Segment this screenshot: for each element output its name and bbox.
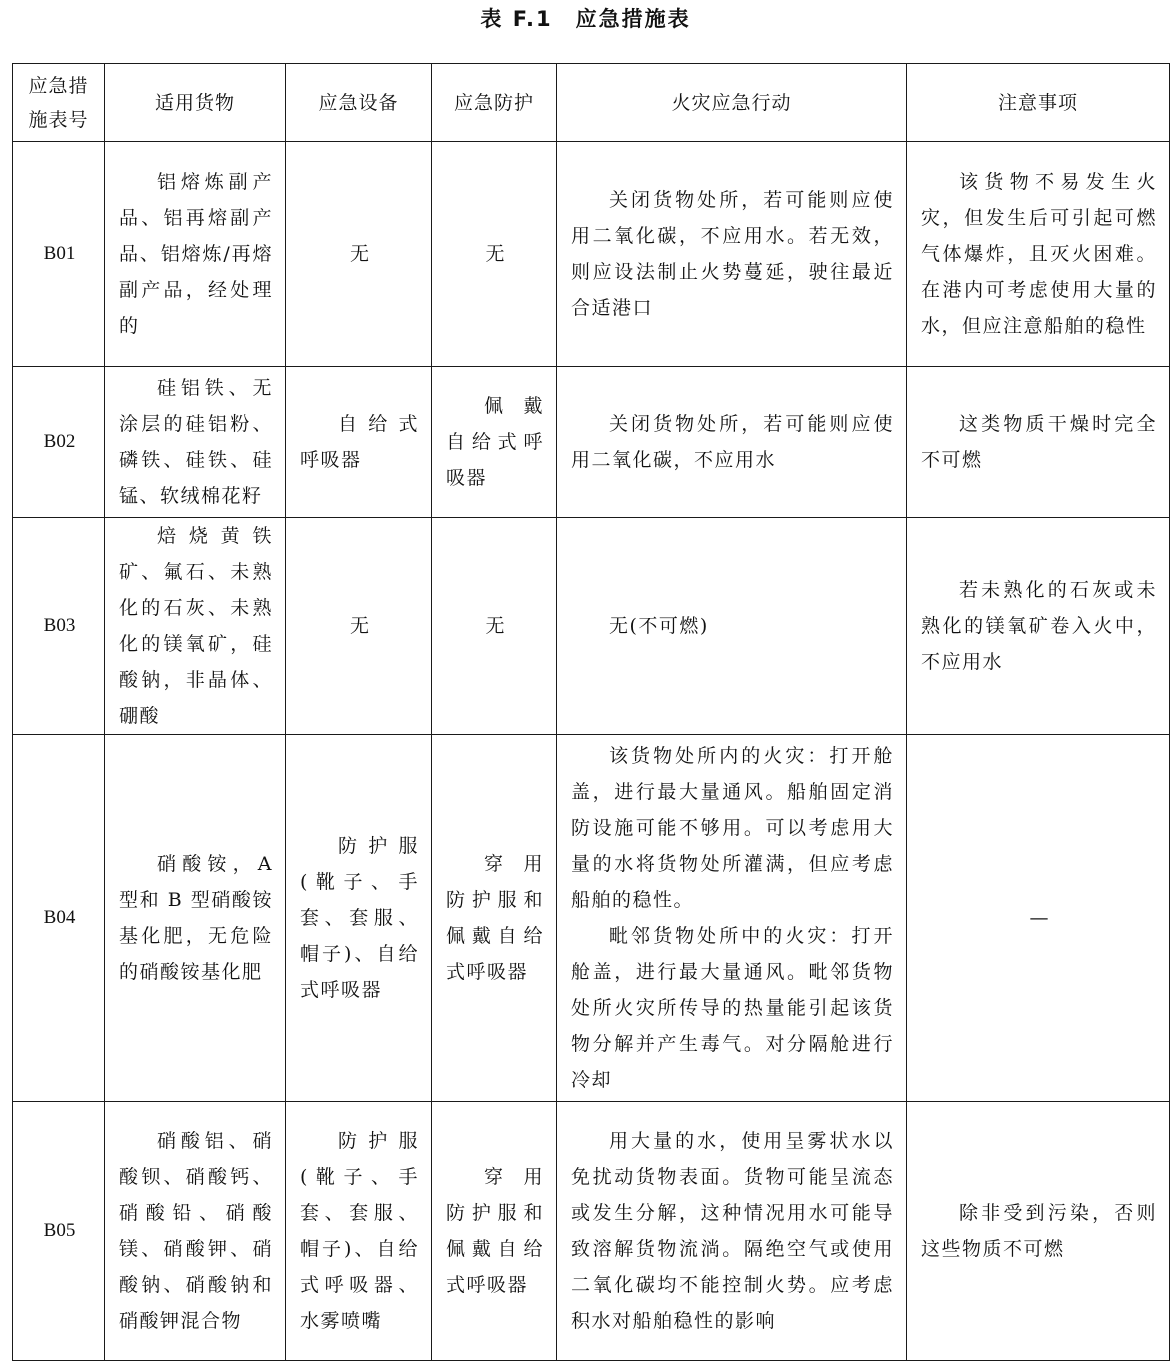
- fire-action: 关闭货物处所，若可能则应使用二氧化碳，不应用水: [557, 367, 907, 518]
- fire-action: 该货物处所内的火灾：打开舱盖，进行最大量通风。船舶固定消防设施可能不够用。可以考虑用大量的水将货物处所灌满，但应考虑船舶的稳性。 毗邻货物处所中的火灾：打开舱盖，进行最大量通风。毗邻货物处所火灾所传导的热量能引起该货物分解并产生毒气。对分隔舱进行冷却: [557, 735, 907, 1102]
- emergency-equipment: 防护服(靴子、手套、套服、帽子)、自给式呼吸器: [286, 735, 432, 1102]
- fire-action: 无(不可燃): [557, 518, 907, 735]
- emergency-measures-table: [12, 63, 1170, 1361]
- emergency-protection: 无: [432, 518, 557, 735]
- notes: 该货物不易发生火灾，但发生后可引起可燃气体爆炸，且灭火困难。在港内可考虑使用大量的水，但应注意船舶的稳性: [907, 142, 1170, 367]
- applicable-goods: 铝熔炼副产品、铝再熔副产品、铝熔炼/再熔副产品，经处理的: [105, 142, 286, 367]
- emergency-equipment: 无: [286, 518, 432, 735]
- fire-action: 关闭货物处所，若可能则应使用二氧化碳，不应用水。若无效，则应设法制止火势蔓延，驶往最近合适港口: [557, 142, 907, 367]
- header-fire-action: 火灾应急行动: [557, 64, 907, 142]
- table-row: [13, 1102, 1170, 1361]
- table-row: [13, 518, 1170, 735]
- measure-code: B04: [13, 735, 105, 1102]
- measure-code: B05: [13, 1102, 105, 1361]
- measure-code: B01: [13, 142, 105, 367]
- table-row: [13, 142, 1170, 367]
- table-row: [13, 735, 1170, 1102]
- emergency-protection: 无: [432, 142, 557, 367]
- applicable-goods: 硝酸铝、硝酸钡、硝酸钙、硝酸铅、硝酸镁、硝酸钾、硝酸钠、硝酸钠和硝酸钾混合物: [105, 1102, 286, 1361]
- emergency-equipment: 无: [286, 142, 432, 367]
- emergency-equipment: 防护服(靴子、手套、套服、帽子)、自给式呼吸器、水雾喷嘴: [286, 1102, 432, 1361]
- table-title: 表 F.1 应急措施表: [480, 7, 691, 31]
- emergency-protection: 穿用防护服和佩戴自给式呼吸器: [432, 1102, 557, 1361]
- applicable-goods: 硅铝铁、无涂层的硅铝粉、磷铁、硅铁、硅锰、软绒棉花籽: [105, 367, 286, 518]
- table-row: [13, 367, 1170, 518]
- notes: 除非受到污染，否则这些物质不可燃: [907, 1102, 1170, 1361]
- emergency-equipment: 自给式呼吸器: [286, 367, 432, 518]
- applicable-goods: 硝酸铵，A 型和 B 型硝酸铵基化肥，无危险的硝酸铵基化肥: [105, 735, 286, 1102]
- notes: —: [907, 735, 1170, 1102]
- notes: 这类物质干燥时完全不可燃: [907, 367, 1170, 518]
- applicable-goods: 焙烧黄铁矿、氟石、未熟化的石灰、未熟化的镁氧矿，硅酸钠，非晶体、硼酸: [105, 518, 286, 735]
- header-row: [13, 64, 1170, 142]
- fire-action: 用大量的水，使用呈雾状水以免扰动货物表面。货物可能呈流态或发生分解，这种情况用水可能导致溶解货物流淌。隔绝空气或使用二氧化碳均不能控制火势。应考虑积水对船舶稳性的影响: [557, 1102, 907, 1361]
- header-goods: 适用货物: [105, 64, 286, 142]
- header-code: 应急措施表号: [13, 64, 105, 142]
- header-protection: 应急防护: [432, 64, 557, 142]
- measure-code: B02: [13, 367, 105, 518]
- header-equipment: 应急设备: [286, 64, 432, 142]
- header-notes: 注意事项: [907, 64, 1170, 142]
- measure-code: B03: [13, 518, 105, 735]
- emergency-protection: 穿用防护服和佩戴自给式呼吸器: [432, 735, 557, 1102]
- notes: 若未熟化的石灰或未熟化的镁氧矿卷入火中，不应用水: [907, 518, 1170, 735]
- emergency-protection: 佩戴自给式呼吸器: [432, 367, 557, 518]
